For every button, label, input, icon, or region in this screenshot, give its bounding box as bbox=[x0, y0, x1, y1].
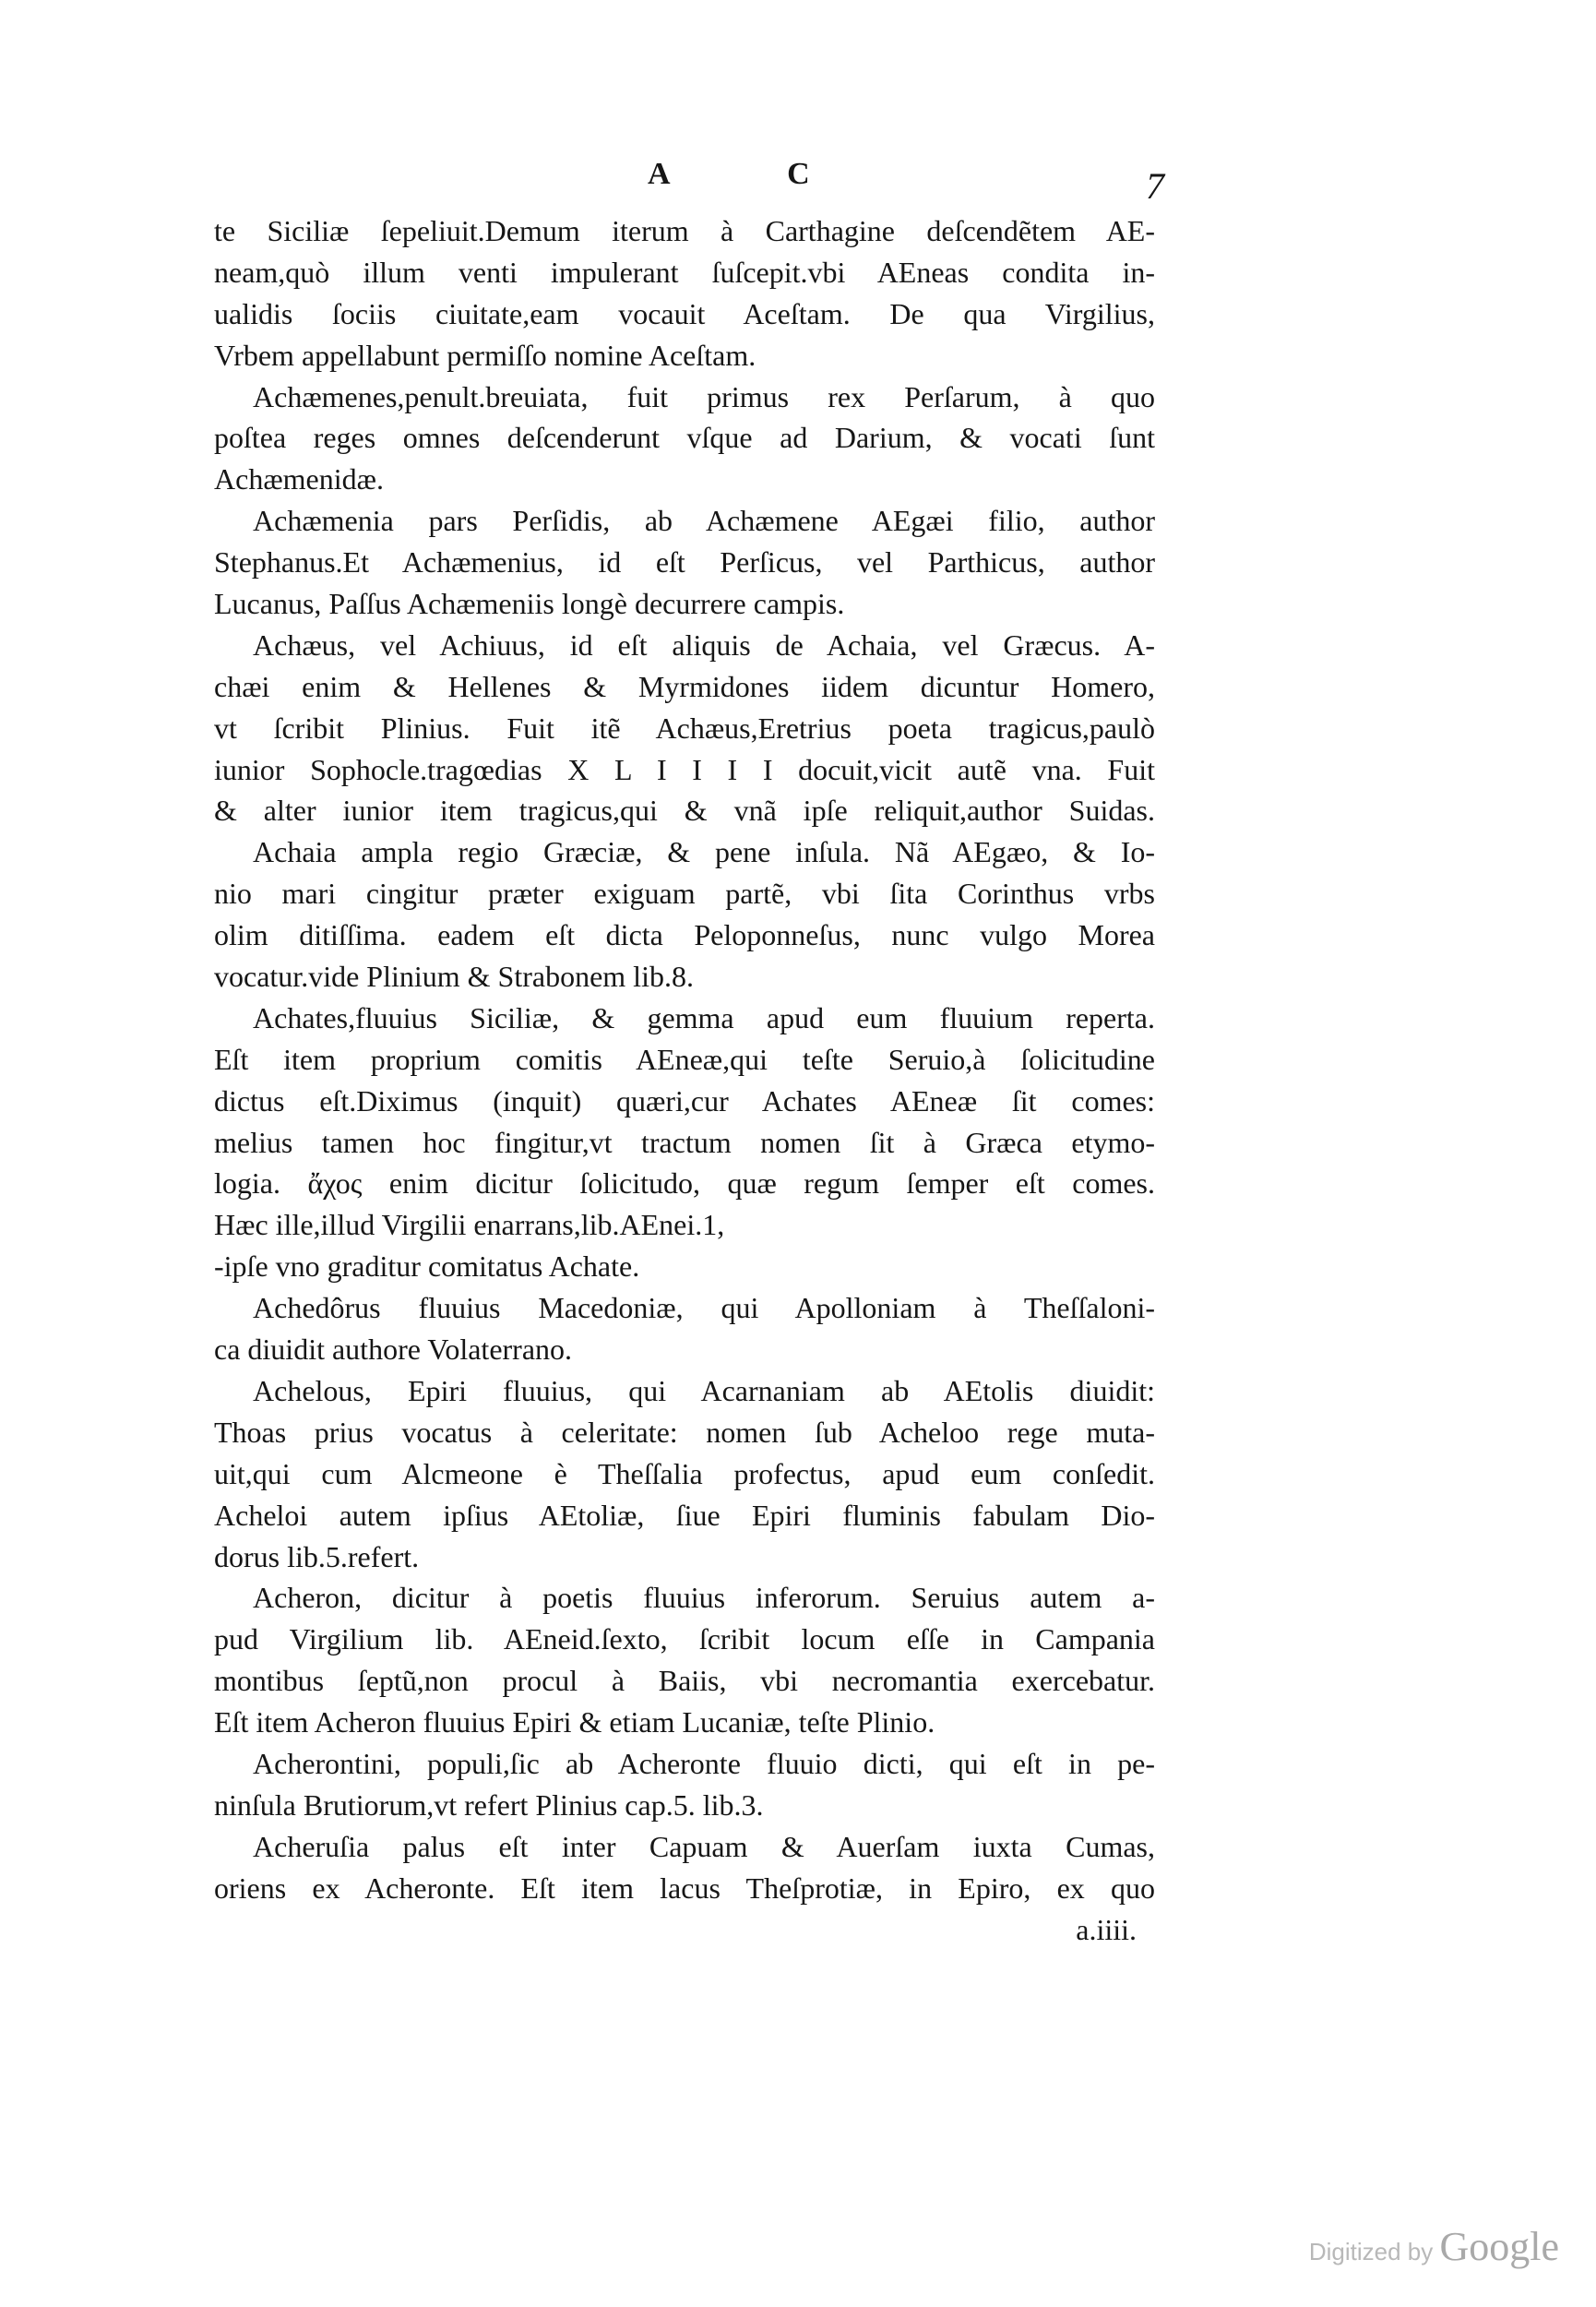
text-line: oriens ex Acheronte. Eſt item lacus Theſprotiæ, in Epiro, ex quo bbox=[214, 1871, 1155, 1905]
digitized-watermark bbox=[1309, 2223, 1559, 2270]
text-line: chæi enim & Hellenes & Myrmidones iidem dicuntur Homero, bbox=[214, 669, 1155, 703]
text-line: logia. ἄχος enim dicitur ſolicitudo, quæ regum ſemper eſt comes. bbox=[214, 1166, 1155, 1201]
text-line: neam,quò illum venti impulerant ſuſcepit.vbi AEneas condita in- bbox=[214, 255, 1155, 289]
text-line: uit,qui cum Alcmeone è Theſſalia profectus, apud eum conſedit. bbox=[214, 1456, 1155, 1490]
entry-start-achelous: Achelous, Epiri fluuius, qui Acarnaniam ab AEtolis diuidit: bbox=[253, 1373, 1155, 1407]
text-line: Thoas prius vocatus à celeritate: nomen ſub Acheloo rege muta- bbox=[214, 1415, 1155, 1449]
signature-mark: a.iiii. bbox=[1076, 1912, 1137, 1946]
entry-start-achates: Achates,fluuius Siciliæ, & gemma apud eum fluuium reperta. bbox=[253, 1000, 1155, 1034]
text-line: vt ſcribit Plinius. Fuit itẽ Achæus,Eretrius poeta tragicus,paulò bbox=[214, 711, 1155, 745]
entry-start-achaeus: Achæus, vel Achiuus, id eſt aliquis de Achaia, vel Græcus. A- bbox=[253, 628, 1155, 662]
text-line: Hæc ille,illud Virgilii enarrans,lib.AEnei.1, bbox=[214, 1208, 725, 1242]
text-line: vocatur.vide Plinium & Strabonem lib.8. bbox=[214, 960, 694, 994]
body-text bbox=[214, 210, 1155, 1950]
entry-start-achaemenia: Achæmenia pars Perſidis, ab Achæmene AEgæi filio, author bbox=[253, 504, 1155, 538]
text-line: Vrbem appellabunt permiſſo nomine Aceſtam. bbox=[214, 338, 756, 372]
text-line: te Siciliæ ſepeliuit.Demum iterum à Carthagine deſcendẽtem AE- bbox=[214, 214, 1155, 247]
running-head-letters: A C bbox=[648, 157, 865, 191]
entry-start-acherusia: Acheruſia palus eſt inter Capuam & Auerſam iuxta Cumas, bbox=[253, 1829, 1155, 1863]
page-number: 7 bbox=[1146, 165, 1164, 207]
text-line: ualidis ſociis ciuitate,eam vocauit Aceſtam. De qua Virgilius, bbox=[214, 296, 1155, 330]
text-line: melius tamen hoc fingitur,vt tractum nomen ſit à Græca etymo- bbox=[214, 1125, 1155, 1159]
text-line: montibus ſeptũ,non procul à Baiis, vbi necromantia exercebatur. bbox=[214, 1664, 1155, 1698]
entry-start-achedorus: Achedôrus fluuius Macedoniæ, qui Apolloniam à Theſſaloni- bbox=[253, 1291, 1155, 1325]
text-line: dictus eſt.Diximus (inquit) quæri,cur Achates AEneæ ſit comes: bbox=[214, 1083, 1155, 1118]
entry-start-acherontini: Acherontini, populi,ſic ab Acheronte fluuio dicti, qui eſt in pe- bbox=[253, 1746, 1155, 1780]
text-line: Acheloi autem ipſius AEtoliæ, ſiue Epiri fluminis fabulam Dio- bbox=[214, 1498, 1155, 1532]
entry-start-acheron: Acheron, dicitur à poetis fluuius inferorum. Seruius autem a- bbox=[253, 1581, 1155, 1615]
running-head bbox=[214, 157, 1164, 212]
text-line: olim ditiſſima. eadem eſt dicta Peloponneſus, nunc vulgo Morea bbox=[214, 918, 1155, 952]
watermark-prefix: Digitized by bbox=[1308, 2238, 1434, 2265]
entry-start-achaia: Achaia ampla regio Græciæ, & pene inſula. Nã AEgæo, & Io- bbox=[253, 835, 1155, 869]
text-line: & alter iunior item tragicus,qui & vnã ipſe reliquit,author Suidas. bbox=[214, 794, 1155, 828]
entry-start-achaemenes: Achæmenes,penult.breuiata, fuit primus rex Perſarum, à quo bbox=[253, 379, 1155, 413]
text-line: poſtea reges omnes deſcenderunt vſque ad Darium, & vocati ſunt bbox=[214, 421, 1155, 455]
text-line: Achæmenidæ. bbox=[214, 462, 384, 496]
text-line: ca diuidit authore Volaterrano. bbox=[214, 1333, 573, 1367]
text-line: iunior Sophocle.tragœdias X L I I I I docuit,vicit autẽ vna. Fuit bbox=[214, 752, 1155, 786]
text-line: Eſt item proprium comitis AEneæ,qui teſte Seruio,à ſolicitudine bbox=[214, 1042, 1155, 1076]
text-line: ninſula Brutiorum,vt refert Plinius cap.5. lib.3. bbox=[214, 1787, 764, 1822]
text-line: dorus lib.5.refert. bbox=[214, 1539, 420, 1573]
text-line: Lucanus, Paſſus Achæmeniis longè decurrere campis. bbox=[214, 587, 845, 621]
text-line: pud Virgilium lib. AEneid.ſexto, ſcribit locum eſſe in Campania bbox=[214, 1622, 1155, 1656]
text-line: Eſt item Acheron fluuius Epiri & etiam Lucaniæ, teſte Plinio. bbox=[214, 1705, 935, 1739]
text-line: Stephanus.Et Achæmenius, id eſt Perſicus, vel Parthicus, author bbox=[214, 545, 1155, 580]
verse-quote: -ipſe vno graditur comitatus Achate. bbox=[214, 1249, 640, 1284]
watermark-brand: Google bbox=[1439, 2224, 1559, 2269]
text-line: nio mari cingitur præter exiguam partẽ, vbi ſita Corinthus vrbs bbox=[214, 877, 1155, 911]
